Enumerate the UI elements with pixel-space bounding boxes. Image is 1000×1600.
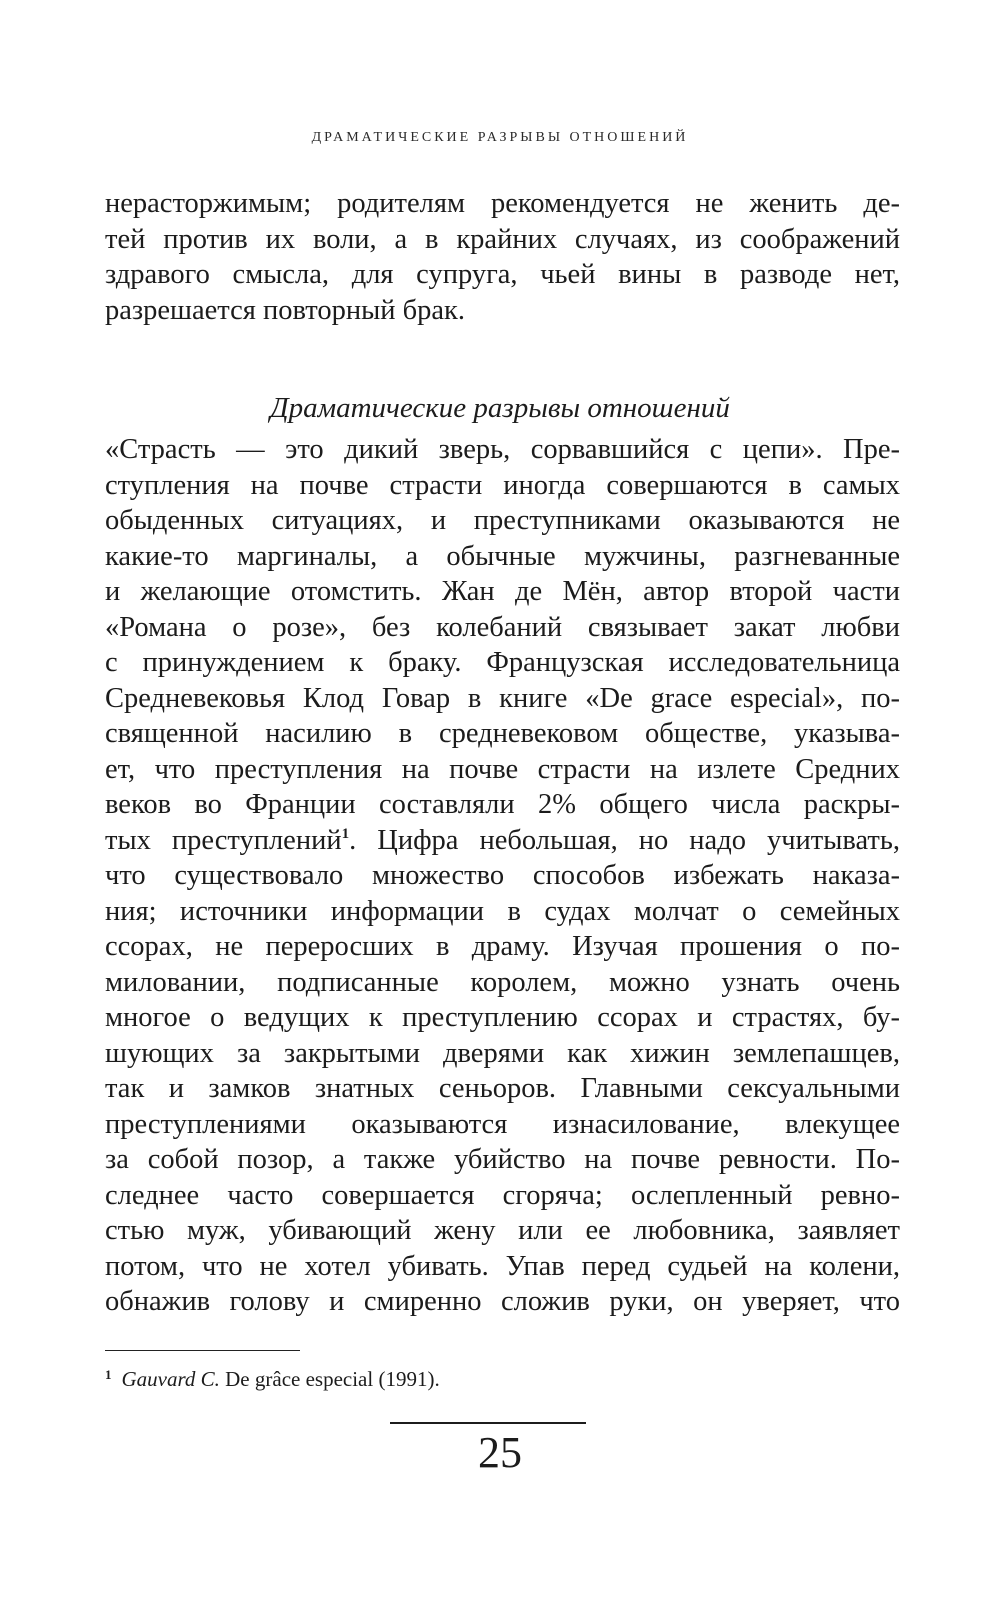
footnote: [105, 1362, 440, 1392]
text-line: «Романа о розе», без колебаний связывает закат любви: [105, 611, 900, 643]
footnote-text: De grâce especial (1991).: [225, 1367, 440, 1391]
text-line: ссорах, не переросших в драму. Изучая прошения о по-: [105, 931, 900, 962]
footnote-reference[interactable]: 1: [341, 825, 350, 842]
text-line: нерасторжимым; родителям рекомендуется не женить де-: [105, 188, 900, 219]
text-line: шующих за закрытыми дверями как хижин землепашцев,: [105, 1037, 900, 1069]
text-line: веков во Франции составляли 2% общего числа раскры-: [105, 789, 900, 820]
text-line: стью муж, убивающий жену или ее любовника, заявляет: [105, 1215, 900, 1246]
text-line: Средневековья Клод Говар в книге «De grace especial», по-: [105, 682, 900, 714]
text-line: ет, что преступления на почве страсти на излете Средних: [105, 753, 900, 785]
text-line: с принуждением к браку. Французская исследовательница: [105, 647, 900, 678]
footnote-marker: 1: [105, 1367, 112, 1382]
folio-divider: [390, 1422, 586, 1424]
text-line: обыденных ситуациях, и преступниками оказываются не: [105, 505, 900, 536]
text-line: разрешается повторный брак.: [105, 294, 465, 326]
text-line: так и замков знатных сеньоров. Главными сексуальными: [105, 1073, 900, 1104]
text-line: преступлениями оказываются изнасилование, влекущее: [105, 1108, 900, 1140]
text-line: какие-то маргиналы, а обычные мужчины, разгневанные: [105, 540, 900, 572]
section-heading: Драматические разрывы отношений: [270, 392, 730, 424]
text-line: священной насилию в средневековом обществе, указыва-: [105, 718, 900, 749]
text-fragment: . Цифра небольшая, но надо учитывать,: [349, 824, 900, 856]
footnote-divider: [105, 1350, 300, 1351]
text-line: многое о ведущих к преступлению ссорах и страстях, бу-: [105, 1002, 900, 1033]
text-line-with-footnote: [105, 823, 900, 859]
text-line: обнажив голову и смиренно сложив руки, он уверяет, что: [105, 1286, 900, 1317]
text-line: за собой позор, а также убийство на почве ревности. По-: [105, 1144, 900, 1175]
text-line: потом, что не хотел убивать. Упав перед судьей на колени,: [105, 1250, 900, 1282]
text-line: здравого смысла, для супруга, чьей вины в разводе нет,: [105, 259, 900, 290]
footnote-author: Gauvard C.: [121, 1367, 220, 1391]
text-line: ния; источники информации в судах молчат о семейных: [105, 895, 900, 927]
text-line: «Страсть — это дикий зверь, сорвавшийся с цепи». Пре-: [105, 434, 900, 465]
text-line: следнее часто совершается сгоряча; ослепленный ревно-: [105, 1179, 900, 1211]
text-line: ступления на почве страсти иногда совершаются в самых: [105, 469, 900, 501]
paragraph-main: [105, 432, 900, 1320]
running-head: ДРАМАТИЧЕСКИЕ РАЗРЫВЫ ОТНОШЕНИЙ: [311, 130, 689, 145]
text-line: и желающие отомстить. Жан де Мён, автор второй части: [105, 576, 900, 607]
text-line: что существовало множество способов избежать наказа-: [105, 860, 900, 891]
text-line: тей против их воли, а в крайних случаях, из соображений: [105, 223, 900, 255]
paragraph-continued: [105, 186, 900, 328]
text-fragment: тых преступлений: [105, 824, 342, 856]
text-line: миловании, подписанные королем, можно узнать очень: [105, 966, 900, 998]
page-number: 25: [478, 1428, 522, 1477]
